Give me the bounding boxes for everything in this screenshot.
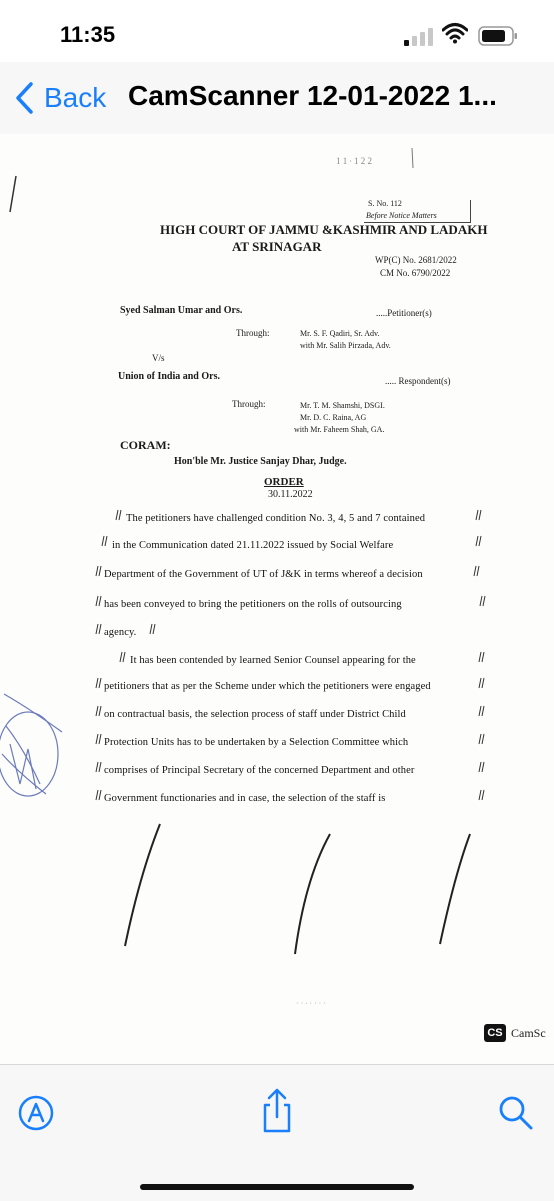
case-number: WP(C) No. 2681/2022 [375, 255, 457, 265]
back-label: Back [44, 82, 107, 113]
petitioner-name: Syed Salman Umar and Ors. [120, 305, 243, 316]
chevron-left-icon [14, 81, 34, 115]
respondent-counsel-3: with Mr. Faheem Shah, GA. [294, 425, 385, 434]
scanned-page [0, 134, 554, 1064]
svg-text:1 1 ∙ 1 2 2: 1 1 ∙ 1 2 2 [336, 156, 372, 166]
share-icon[interactable] [257, 1087, 297, 1135]
paragraph-line: agency. [104, 627, 137, 638]
paragraph-line: Protection Units has to be undertaken by a Selection Committee which [104, 737, 409, 748]
battery-icon [478, 26, 518, 46]
search-icon[interactable] [496, 1093, 536, 1133]
bottom-toolbar [0, 1064, 554, 1201]
camscanner-logo: CS [484, 1024, 506, 1042]
paragraph-line: in the Communication dated 21.11.2022 issued by Social Welfare [112, 540, 394, 551]
document-viewer[interactable] [0, 134, 554, 1064]
versus-label: V/s [152, 353, 165, 363]
wifi-icon [442, 22, 468, 44]
order-title: ORDER [264, 476, 304, 488]
order-date: 30.11.2022 [268, 489, 313, 500]
through-label-petitioner: Through: [236, 328, 270, 338]
back-button[interactable] [14, 78, 106, 118]
respondent-counsel: Mr. T. M. Shamshi, DSGI. [300, 401, 385, 410]
through-label-respondent: Through: [232, 399, 266, 409]
markup-icon[interactable] [16, 1093, 56, 1133]
court-name: HIGH COURT OF JAMMU &KASHMIR AND LADAKH [160, 222, 488, 237]
paragraph-line: The petitioners have challenged condition No. 3, 4, 5 and 7 contained [126, 513, 426, 524]
navigation-bar [0, 62, 554, 135]
paragraph-line: petitioners that as per the Scheme under which the petitioners were engaged [104, 681, 431, 692]
petitioner-label: .....Petitioner(s) [376, 308, 432, 318]
respondent-name: Union of India and Ors. [118, 371, 220, 382]
status-bar [0, 0, 554, 62]
paragraph-line: comprises of Principal Secretary of the concerned Department and other [104, 765, 415, 776]
svg-text:· · ∙ · · · ·: · · ∙ · · · · [296, 999, 326, 1008]
respondent-counsel-2: Mr. D. C. Raina, AG [300, 413, 367, 422]
camscanner-watermark [484, 1024, 546, 1042]
court-location: AT SRINAGAR [232, 239, 322, 254]
petitioner-counsel-2: with Mr. Salih Pirzada, Adv. [300, 341, 391, 350]
paragraph-line: Department of the Government of UT of J&K in terms whereof a decision [104, 569, 423, 580]
respondent-label: ..... Respondent(s) [385, 376, 451, 386]
paragraph-line: Government functionaries and in case, the selection of the staff is [104, 793, 386, 804]
paragraph-line: on contractual basis, the selection process of staff under District Child [104, 709, 406, 720]
cellular-signal-icon [404, 28, 434, 46]
petitioner-counsel: Mr. S. F. Qadiri, Sr. Adv. [300, 329, 380, 338]
paragraph-line: It has been contended by learned Senior Counsel appearing for the [130, 655, 416, 666]
stamp-serial-number: S. No. 112 [368, 199, 402, 208]
camscanner-text: CamSc [511, 1025, 546, 1040]
document-title: CamScanner 12-01-2022 1... [128, 80, 497, 111]
stamp-notice: Before Notice Matters [366, 211, 437, 220]
judge-name: Hon'ble Mr. Justice Sanjay Dhar, Judge. [174, 456, 347, 467]
home-indicator [140, 1184, 414, 1190]
paragraph-line: has been conveyed to bring the petitioners on the rolls of outsourcing [104, 599, 402, 610]
coram-label: CORAM: [120, 438, 171, 452]
status-time: 11:35 [60, 22, 116, 47]
cm-number: CM No. 6790/2022 [380, 268, 451, 278]
